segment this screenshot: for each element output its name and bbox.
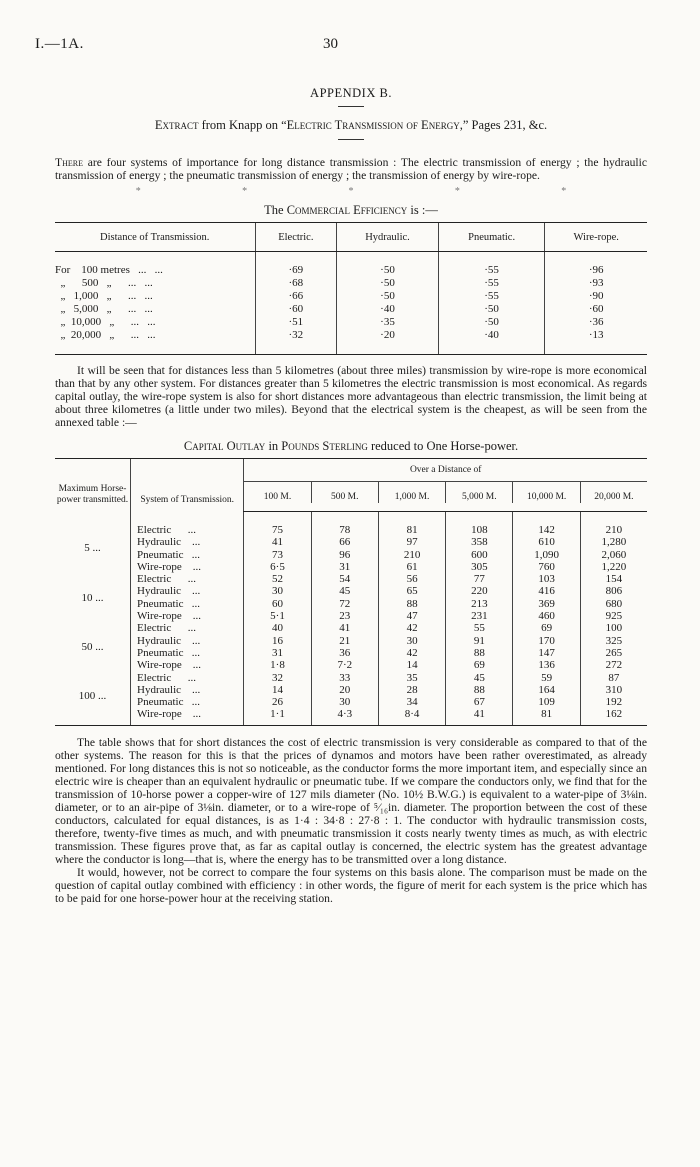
col-header-system: System of Transmission. [131,459,244,512]
value-cell: 23 [311,610,378,622]
value-cell: 69 [446,659,513,671]
value-cell: 6·5 [244,561,311,573]
value-cell: 164 [513,684,580,696]
value-cell: 1,280 [580,536,647,548]
value-cell: ·32 [255,329,337,342]
value-cell: 192 [580,696,647,708]
value-cell: ·60 [545,303,647,316]
col-header: Electric. [255,223,337,252]
value-cell: 81 [378,524,445,536]
value-cell: 73 [244,549,311,561]
value-cell: 109 [513,696,580,708]
value-cell: ·96 [545,264,647,277]
value-cell: 210 [580,524,647,536]
value-cell: 1·1 [244,708,311,720]
horse-power-cell: 10 ... [81,591,104,604]
table-row [55,708,647,720]
value-cell: 54 [311,573,378,585]
star: * [561,186,567,197]
distance-header: 20,000 M. [580,482,647,504]
efficiency-caption [55,203,647,218]
value-cell: 60 [244,598,311,610]
value-cell: ·20 [337,329,439,342]
col-header: Hydraulic. [337,223,439,252]
value-cell: 416 [513,585,580,597]
value-cell: 680 [580,598,647,610]
value-cell: 925 [580,610,647,622]
value-cell: 1,220 [580,561,647,573]
table-row [55,659,647,671]
system-cell: Electric ... [131,622,244,634]
value-cell: 97 [378,536,445,548]
value-cell: ·40 [337,303,439,316]
value-cell: 4·3 [311,708,378,720]
star: * [454,186,460,197]
extract-prefix: Extract [154,118,199,132]
table-row [55,316,647,329]
page-reference: I.—1A. [35,36,84,52]
system-cell: Pneumatic ... [131,549,244,561]
value-cell: 30 [311,696,378,708]
system-cell: Wire-rope ... [131,708,244,720]
value-cell: 14 [244,684,311,696]
value-cell: 78 [311,524,378,536]
value-cell: 75 [244,524,311,536]
value-cell: 272 [580,659,647,671]
table-row [55,536,647,548]
system-cell: Hydraulic ... [131,585,244,597]
value-cell: 154 [580,573,647,585]
system-cell: Pneumatic ... [131,696,244,708]
distance-header: 500 M. [311,482,378,504]
table-row [55,549,647,561]
caption-text: in [265,439,282,453]
value-cell: ·66 [255,290,337,303]
outlay-body [55,512,647,726]
value-cell: 67 [446,696,513,708]
value-cell: 32 [244,672,311,684]
col-header-over-distance: Over a Distance of [244,459,647,482]
value-cell: 265 [580,647,647,659]
value-cell: 310 [580,684,647,696]
system-cell: Wire-rope ... [131,659,244,671]
value-cell: 600 [446,549,513,561]
table-row [55,672,647,684]
caption-text: reduced to One Horse-power. [367,439,519,453]
paragraph-4: It would, however, not be correct to compare the four systems on this basis alone. The comparison must be made on the question of capital outlay combined with efficiency : in other words, the figure of merit for each system is the price which has to be paid for one horse-power hour at the receiving station. [55,865,647,905]
value-cell: 35 [378,672,445,684]
value-cell: ·50 [438,316,545,329]
value-cell: 88 [446,647,513,659]
value-cell: 52 [244,573,311,585]
value-cell: 30 [244,585,311,597]
value-cell: 5·1 [244,610,311,622]
value-cell: 26 [244,696,311,708]
value-cell: 305 [446,561,513,573]
value-cell: 28 [378,684,445,696]
value-cell: 220 [446,585,513,597]
outlay-table [55,458,647,726]
value-cell: 88 [378,598,445,610]
value-cell: 87 [580,672,647,684]
distance-header: 5,000 M. [446,482,513,504]
system-cell: Wire-rope ... [131,610,244,622]
table-row [55,329,647,342]
value-cell: 21 [311,635,378,647]
system-cell: Electric ... [131,573,244,585]
outlay-caption [55,439,647,454]
value-cell: 33 [311,672,378,684]
system-cell: Hydraulic ... [131,684,244,696]
value-cell: ·40 [438,329,545,342]
value-cell: 108 [446,524,513,536]
value-cell: 213 [446,598,513,610]
value-cell: 16 [244,635,311,647]
value-cell: ·55 [438,290,545,303]
value-cell: 81 [513,708,580,720]
value-cell: ·36 [545,316,647,329]
distance-cell: „ 500 „ ... ... [55,277,153,289]
value-cell: ·50 [337,264,439,277]
value-cell: ·55 [438,277,545,290]
value-cell: 88 [446,684,513,696]
intro-lead: There [55,156,83,169]
value-cell: 66 [311,536,378,548]
page-header [35,36,647,56]
value-cell: 7·2 [311,659,378,671]
value-cell: 41 [311,622,378,634]
value-cell: ·35 [337,316,439,329]
table-row [55,303,647,316]
table-row [55,573,647,585]
value-cell: ·69 [255,264,337,277]
value-cell: 170 [513,635,580,647]
table-row [55,561,647,573]
distance-cell: „ 1,000 „ ... ... [55,290,153,302]
value-cell: 42 [378,622,445,634]
caption-text: The [264,203,287,217]
value-cell: ·68 [255,277,337,290]
star: * [348,186,354,197]
value-cell: 14 [378,659,445,671]
system-cell: Hydraulic ... [131,635,244,647]
value-cell: 65 [378,585,445,597]
system-cell: Hydraulic ... [131,536,244,548]
table-row [55,585,647,597]
star: * [135,186,141,197]
title-rule [338,106,364,107]
value-cell: 210 [378,549,445,561]
value-cell: 55 [446,622,513,634]
value-cell: 30 [378,635,445,647]
value-cell: 2,060 [580,549,647,561]
value-cell: 61 [378,561,445,573]
value-cell: 34 [378,696,445,708]
system-cell: Electric ... [131,524,244,536]
intro-text: are four systems of importance for long distance transmission : The electric transmission of energy ; the hydraulic transmission of energy ; the pneumatic transmission of energy ; the transmission of energy by wire-rope. [55,156,647,182]
table-row [55,647,647,659]
value-cell: ·60 [255,303,337,316]
distance-cell: For 100 metres ... ... [55,264,163,276]
system-cell: Wire-rope ... [131,561,244,573]
value-cell: 8·4 [378,708,445,720]
value-cell: 610 [513,536,580,548]
paragraph-3: The table shows that for short distances the cost of electric transmission is very considerable as compared to that of the other systems. The reason for this is that the prices of dynamos and motors have been rather overestimated, as already mentioned. For long distances this is not so noticeable, as the conductor forms the more important item, and especially since an electric wire is cheaper than an equivalent hydraulic or pneumatic tube. If we compare the conductors only, we find that for the transmission of 10-horse power a copper-wire of 127 mils diameter (No. 10½ B.W.G.) is equivalent to a water-pipe of 3⅛in. diameter, or to an air-pipe of 3⅛in. diameter, or to a wire-rope of ⁵⁄₁₆in. diameter. The proportion between the cost of these conductors, calculated for equal distances, is as 1·4 : 34·8 : 27·8 : 1. The conductor with hydraulic transmission costs, therefore, twenty-five times as much, and with pneumatic transmission it costs nearly twenty times as much, as with electric transmission. These figures prove that, as far as capital outlay is concerned, the electric system has the greatest advantage where the conductor is long—that is, where the energy has to be transmitted over a long distance. [55,735,647,866]
value-cell: 36 [311,647,378,659]
star: * [242,186,248,197]
paragraph-2: It will be seen that for distances less than 5 kilometres (about three miles) transmission by wire-rope is more economical than that by any other system. For distances greater than 5 kilometres the electric transmission is most economical. As regards capital outlay, the wire-rope system is also for short distances more advantageous than electric transmission, the limit being at about three kilometres (a little under two miles). Beyond that the electrical system is the cheapest, as will be seen from the annexed table :— [55,364,647,429]
value-cell: 162 [580,708,647,720]
table-row [55,277,647,290]
distance-header: 1,000 M. [378,482,445,504]
extract-rule [338,139,364,140]
value-cell: 369 [513,598,580,610]
appendix-title: APPENDIX B. [310,86,392,100]
horse-power-cell: 100 ... [78,690,107,702]
table-row [55,635,647,647]
value-cell: 72 [311,598,378,610]
col-header: Pneumatic. [438,223,545,252]
col-header-max-hp: Maximum Horse-power transmitted. [55,459,131,512]
value-cell: 31 [311,561,378,573]
value-cell: 100 [580,622,647,634]
value-cell: 40 [244,622,311,634]
table-row [55,524,647,536]
value-cell: 136 [513,659,580,671]
value-cell: 91 [446,635,513,647]
value-cell: ·90 [545,290,647,303]
value-cell: 45 [311,585,378,597]
value-cell: 20 [311,684,378,696]
caption-title: Capital Outlay [183,439,266,453]
value-cell: 760 [513,561,580,573]
value-cell: ·55 [438,264,545,277]
distance-header: 10,000 M. [513,482,580,504]
page-number: 30 [323,36,338,52]
value-cell: 325 [580,635,647,647]
col-header: Distance of Transmission. [55,223,255,252]
caption-text: is :— [407,203,438,217]
caption-title: Pounds Sterling [281,439,368,453]
value-cell: 460 [513,610,580,622]
value-cell: 96 [311,549,378,561]
value-cell: 41 [446,708,513,720]
value-cell: 59 [513,672,580,684]
value-cell: 42 [378,647,445,659]
value-cell: 69 [513,622,580,634]
system-cell: Pneumatic ... [131,647,244,659]
distance-cell: „ 10,000 „ ... ... [55,316,156,328]
intro-paragraph [55,156,647,182]
system-cell: Electric ... [131,672,244,684]
table-row [55,684,647,696]
extract-from: from Knapp on “ [201,118,287,132]
value-cell: ·50 [438,303,545,316]
table-row [55,610,647,622]
table-row [55,598,647,610]
value-cell: 47 [378,610,445,622]
horse-power-cell: 50 ... [81,640,104,653]
value-cell: 147 [513,647,580,659]
document-page [35,36,647,905]
value-cell: 806 [580,585,647,597]
table-row [55,622,647,634]
system-cell: Pneumatic ... [131,598,244,610]
value-cell: 142 [513,524,580,536]
horse-power-cell: 5 ... [84,542,101,555]
value-cell: 45 [446,672,513,684]
value-cell: 1,090 [513,549,580,561]
value-cell: 103 [513,573,580,585]
caption-title: Commercial Efficiency [286,203,408,217]
value-cell: ·50 [337,277,439,290]
value-cell: 231 [446,610,513,622]
extract-suffix: ,” Pages 231, &c. [459,118,548,132]
value-cell: ·93 [545,277,647,290]
value-cell: 31 [244,647,311,659]
value-cell: 77 [446,573,513,585]
distance-cell: „ 20,000 „ ... ... [55,329,156,341]
table-row [55,696,647,708]
value-cell: ·13 [545,329,647,342]
extract-book-title: Electric Transmission of Energy [286,118,460,132]
distance-cell: „ 5,000 „ ... ... [55,303,153,315]
value-cell: ·51 [255,316,337,329]
table-row [55,290,647,303]
table-row [55,264,647,277]
value-cell: 41 [244,536,311,548]
extract-line [55,118,647,133]
value-cell: 1·8 [244,659,311,671]
value-cell: ·50 [337,290,439,303]
value-cell: 56 [378,573,445,585]
ellipsis-stars [85,186,617,197]
efficiency-table [55,222,647,355]
value-cell: 358 [446,536,513,548]
efficiency-body [55,252,647,355]
distance-header: 100 M. [244,482,311,504]
col-header: Wire-rope. [545,223,647,252]
